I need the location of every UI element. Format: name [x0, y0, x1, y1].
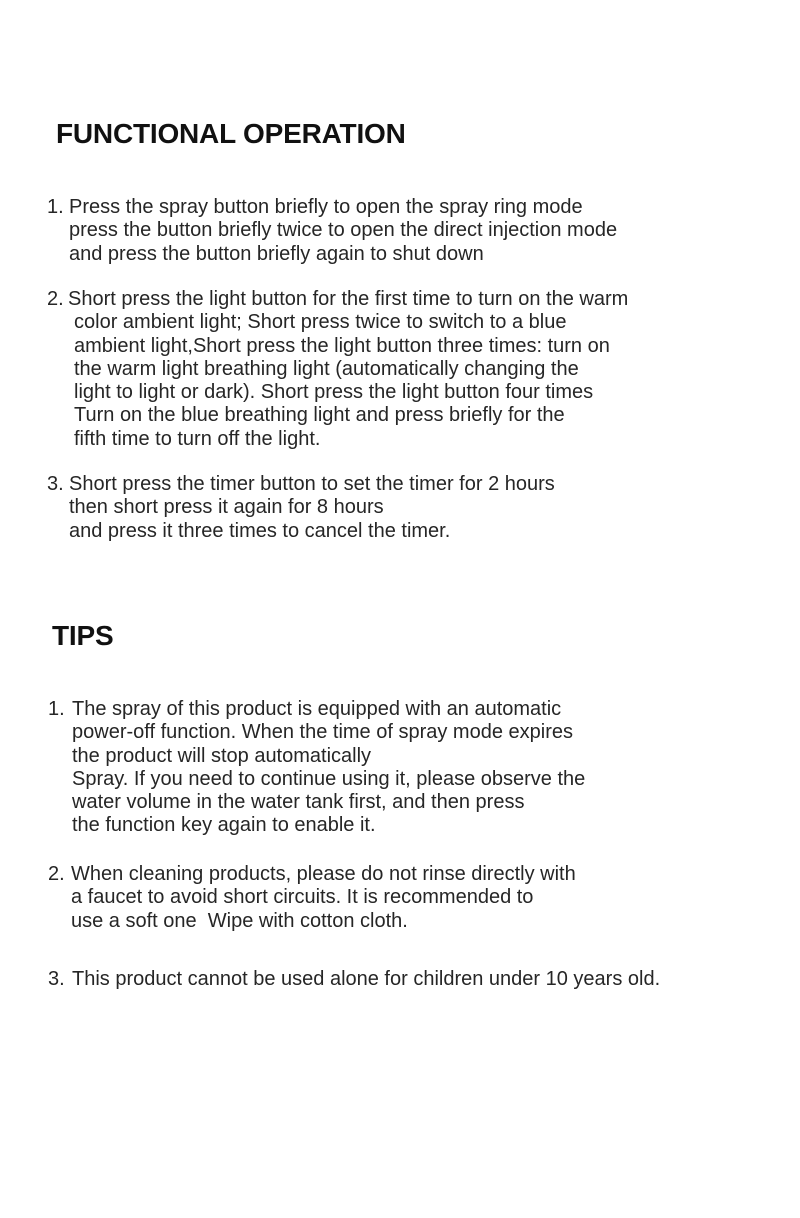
item-line: fifth time to turn off the light. — [74, 427, 321, 450]
item-line: power-off function. When the time of spray mode expires — [72, 721, 573, 744]
item-line: Short press the light button for the first time to turn on the warm — [68, 288, 629, 310]
item-line: ambient light,Short press the light button three times: turn on — [74, 334, 610, 357]
tips-heading: TIPS — [52, 620, 114, 651]
item-line: the function key again to enable it. — [72, 814, 376, 837]
item-number: 2. — [48, 863, 65, 885]
item-number: 1. — [47, 196, 64, 218]
item-number: 3. — [48, 968, 65, 990]
item-line: Short press the timer button to set the timer for 2 hours — [69, 473, 555, 495]
item-line: a faucet to avoid short circuits. It is recommended to — [71, 886, 534, 909]
item-line: press the button briefly twice to open the direct injection mode — [69, 219, 618, 242]
item-line: the warm light breathing light (automatically changing the — [74, 357, 579, 380]
item-line: and press the button briefly again to shut down — [69, 242, 484, 265]
item-line: The spray of this product is equipped with an automatic — [72, 698, 562, 720]
item-line: use a soft one Wipe with cotton cloth. — [71, 909, 408, 932]
item-line: When cleaning products, please do not rinse directly with — [71, 863, 576, 885]
item-line: water volume in the water tank first, and then press — [72, 791, 525, 814]
item-line: then short press it again for 8 hours — [69, 496, 384, 519]
item-line: Turn on the blue breathing light and press briefly for the — [74, 404, 565, 427]
item-number: 2. — [47, 288, 64, 310]
item-number: 3. — [47, 473, 64, 495]
item-line: Press the spray button briefly to open the spray ring mode — [69, 196, 583, 218]
item-line: and press it three times to cancel the timer. — [69, 519, 451, 542]
item-line: Spray. If you need to continue using it, please observe the — [72, 767, 586, 790]
item-line: This product cannot be used alone for children under 10 years old. — [72, 968, 661, 990]
item-line: the product will stop automatically — [72, 744, 372, 767]
item-number: 1. — [48, 698, 65, 720]
functional-operation-heading: FUNCTIONAL OPERATION — [56, 118, 406, 149]
item-line: color ambient light; Short press twice to switch to a blue — [74, 311, 567, 334]
item-line: light to light or dark). Short press the light button four times — [74, 381, 594, 404]
